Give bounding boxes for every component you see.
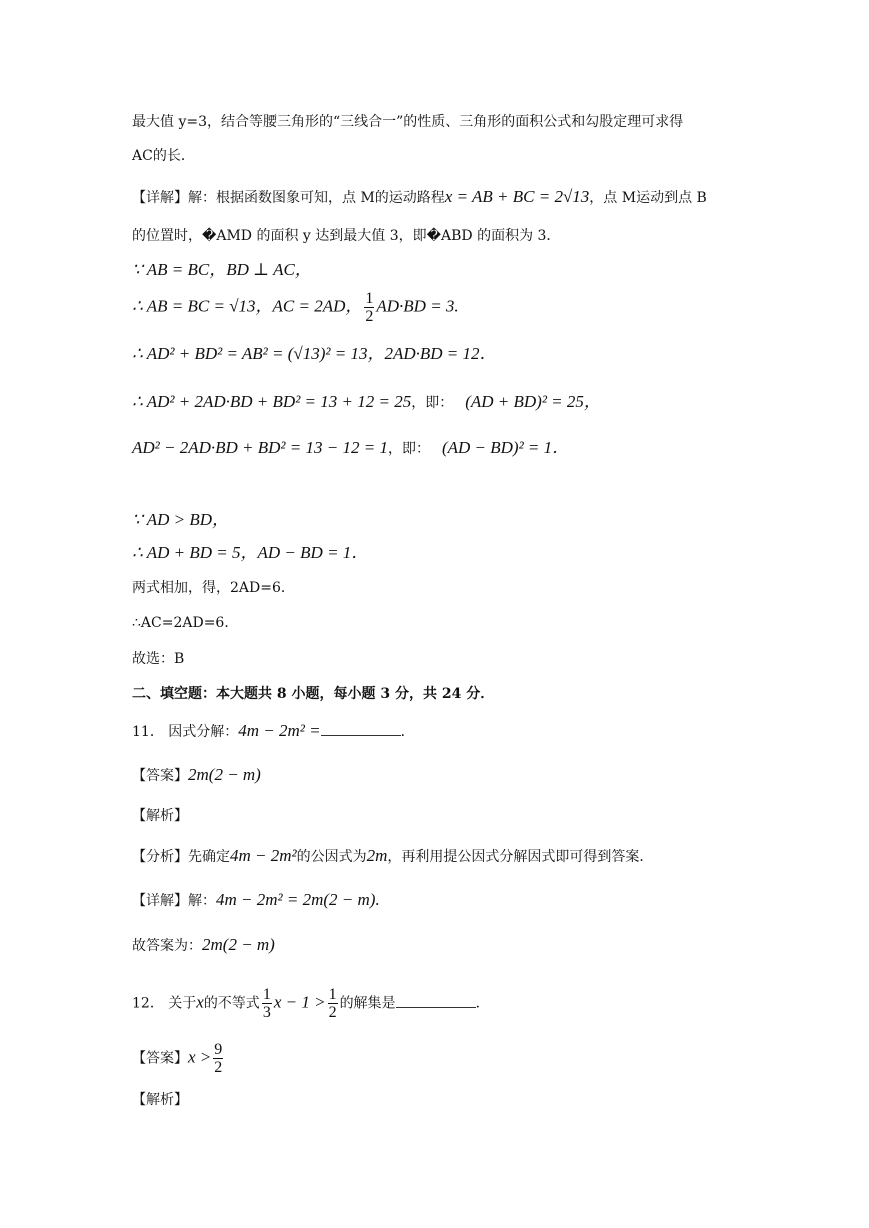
math-line: ∵ AD > BD，: [132, 510, 230, 529]
math-expression: 4m − 2m² =: [238, 721, 321, 740]
math-line: ∴ AD + BD = 5，AD − BD = 1．: [132, 543, 369, 562]
text-line: [132, 890, 380, 911]
answer-blank: [321, 721, 401, 736]
answer-line: [132, 765, 261, 786]
answer-label: 【答案】: [132, 1050, 188, 1067]
answer-label: 【答案】: [132, 768, 188, 784]
text-segment: 的不等式: [203, 995, 260, 1012]
fraction-denominator: 3: [262, 1004, 271, 1021]
text-line: [132, 935, 275, 956]
fraction: [328, 986, 338, 1021]
math-expression: AD·BD = 3.: [376, 296, 459, 316]
fraction-denominator: 2: [328, 1004, 337, 1021]
fraction-denominator: 2: [214, 1059, 223, 1076]
math-expression: (AD − BD)² = 1．: [441, 438, 570, 457]
fraction-numerator: 1: [328, 986, 337, 1003]
text-segment: ．: [475, 995, 490, 1012]
math-expression: 2m(2 − m): [188, 765, 261, 784]
text-line: 的位置时，�AMD 的面积 y 达到最大值 3，即�ABD 的面积为 3．: [132, 228, 561, 244]
text-line: [132, 846, 653, 867]
text-line: ∴AC=2AD=6．: [132, 615, 239, 631]
answer-line: [132, 1041, 225, 1076]
text-segment: 【详解】解：: [132, 893, 216, 909]
fraction-denominator: 2: [365, 308, 374, 325]
math-line: ∵ AB = BC，BD ⊥ AC，: [132, 260, 312, 279]
question-number: 12． 关于: [132, 995, 197, 1012]
math-expression: x >: [188, 1047, 212, 1067]
text-segment: 的公因式为: [296, 849, 367, 865]
text-segment: ，即：: [387, 441, 430, 457]
text-segment: 【分析】先确定: [132, 849, 230, 865]
fraction: [262, 986, 272, 1021]
text-line: [132, 187, 707, 208]
text-segment: 的解集是: [339, 995, 396, 1012]
text-line: 两式相加，得，2AD=6．: [132, 580, 295, 596]
question-line: [132, 721, 415, 742]
math-expression: ∴ AD² + 2AD·BD + BD² = 13 + 12 = 25: [132, 392, 412, 411]
math-expression: 2m: [366, 846, 388, 865]
math-expression: 4m − 2m² = 2m(2 − m).: [216, 890, 380, 909]
math-expression: ∴ AB = BC = √13，AC = 2AD，: [132, 296, 363, 316]
text-segment: 故答案为：: [132, 938, 202, 954]
fraction-numerator: 9: [214, 1041, 223, 1058]
math-line: ∴ AD² + BD² = AB² = (√13)² = 13，2AD·BD = 12．: [132, 344, 497, 363]
math-line: [132, 290, 459, 325]
text-segment: ．: [400, 724, 415, 740]
fraction: [364, 290, 374, 325]
text-segment: 【详解】解：根据函数图象可知，点 M的运动路程: [132, 190, 445, 206]
math-line: [132, 392, 601, 413]
analysis-label: 【解析】: [132, 1092, 188, 1108]
math-expression: 2m(2 − m): [202, 935, 275, 954]
math-variable: x: [196, 992, 204, 1012]
math-expression: (AD + BD)² = 25，: [465, 392, 601, 411]
math-expression: AD² − 2AD·BD + BD² = 13 − 12 = 1: [132, 438, 388, 457]
text-line: 最大值 y=3，结合等腰三角形的“三线合一”的性质、三角形的面积公式和勾股定理可求得: [132, 114, 684, 130]
math-expression: x = AB + BC = 2√13: [444, 187, 590, 206]
text-segment: ，再利用提公因式分解因式即可得到答案．: [387, 849, 654, 865]
section-heading: 二、填空题：本大题共 8 小题，每小题 3 分，共 24 分．: [132, 686, 495, 702]
fraction-numerator: 1: [365, 290, 374, 307]
math-expression: x − 1 >: [273, 992, 326, 1012]
analysis-label: 【解析】: [132, 808, 188, 824]
fraction-numerator: 1: [262, 986, 271, 1003]
math-line: [132, 438, 569, 459]
question-number: 11． 因式分解：: [132, 724, 239, 740]
text-line: AC的长．: [132, 148, 195, 164]
answer-blank: [396, 993, 476, 1008]
text-segment: ，点 M运动到点 B: [589, 190, 707, 206]
question-line: [132, 986, 490, 1021]
fraction: [213, 1041, 223, 1076]
text-segment: ，即：: [411, 395, 454, 411]
text-line: 故选：B: [132, 651, 185, 667]
math-expression: 4m − 2m²: [230, 846, 297, 865]
